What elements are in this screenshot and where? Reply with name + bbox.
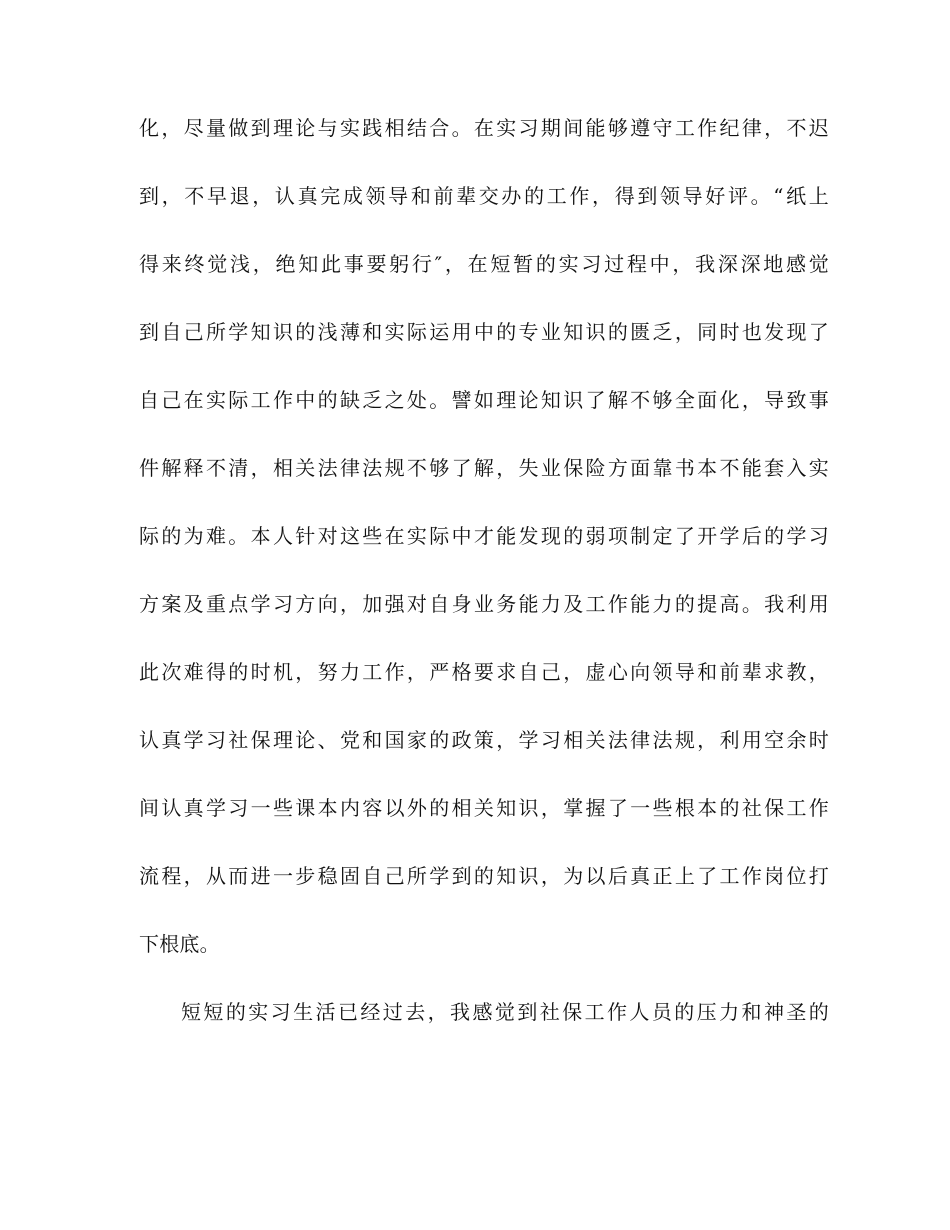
- body-text: [139, 118, 829, 1022]
- text-line: 际的为难。本人针对这些在实际中才能发现的弱项制定了开学后的学习: [139, 524, 829, 548]
- text-line: 到，不早退，认真完成领导和前辈交办的工作，得到领导好评。“纸上: [139, 184, 829, 208]
- text-line: 此次难得的时机，努力工作，严格要求自己，虚心向领导和前辈求教，: [139, 660, 829, 684]
- paragraph-start-line: 短短的实习生活已经过去，我感觉到社保工作人员的压力和神圣的: [181, 1000, 829, 1024]
- text-line: 间认真学习一些课本内容以外的相关知识，掌握了一些根本的社保工作: [139, 796, 829, 820]
- text-line: 到自己所学知识的浅薄和实际运用中的专业知识的匮乏，同时也发现了: [139, 320, 829, 344]
- text-line: 件解释不清，相关法律法规不够了解，失业保险方面靠书本不能套入实: [139, 456, 829, 480]
- text-line: 化，尽量做到理论与实践相结合。在实习期间能够遵守工作纪律，不迟: [139, 116, 829, 140]
- text-line: 得来终觉浅，绝知此事要躬行″，在短暂的实习过程中，我深深地感觉: [139, 252, 829, 276]
- text-line: 方案及重点学习方向，加强对自身业务能力及工作能力的提高。我利用: [139, 592, 829, 616]
- text-line: 自己在实际工作中的缺乏之处。譬如理论知识了解不够全面化，导致事: [139, 388, 829, 412]
- text-line: 认真学习社保理论、党和国家的政策，学习相关法律法规，利用空余时: [139, 728, 829, 752]
- text-line: 下根底。: [139, 932, 220, 956]
- text-line: 流程，从而进一步稳固自己所学到的知识，为以后真正上了工作岗位打: [139, 864, 829, 888]
